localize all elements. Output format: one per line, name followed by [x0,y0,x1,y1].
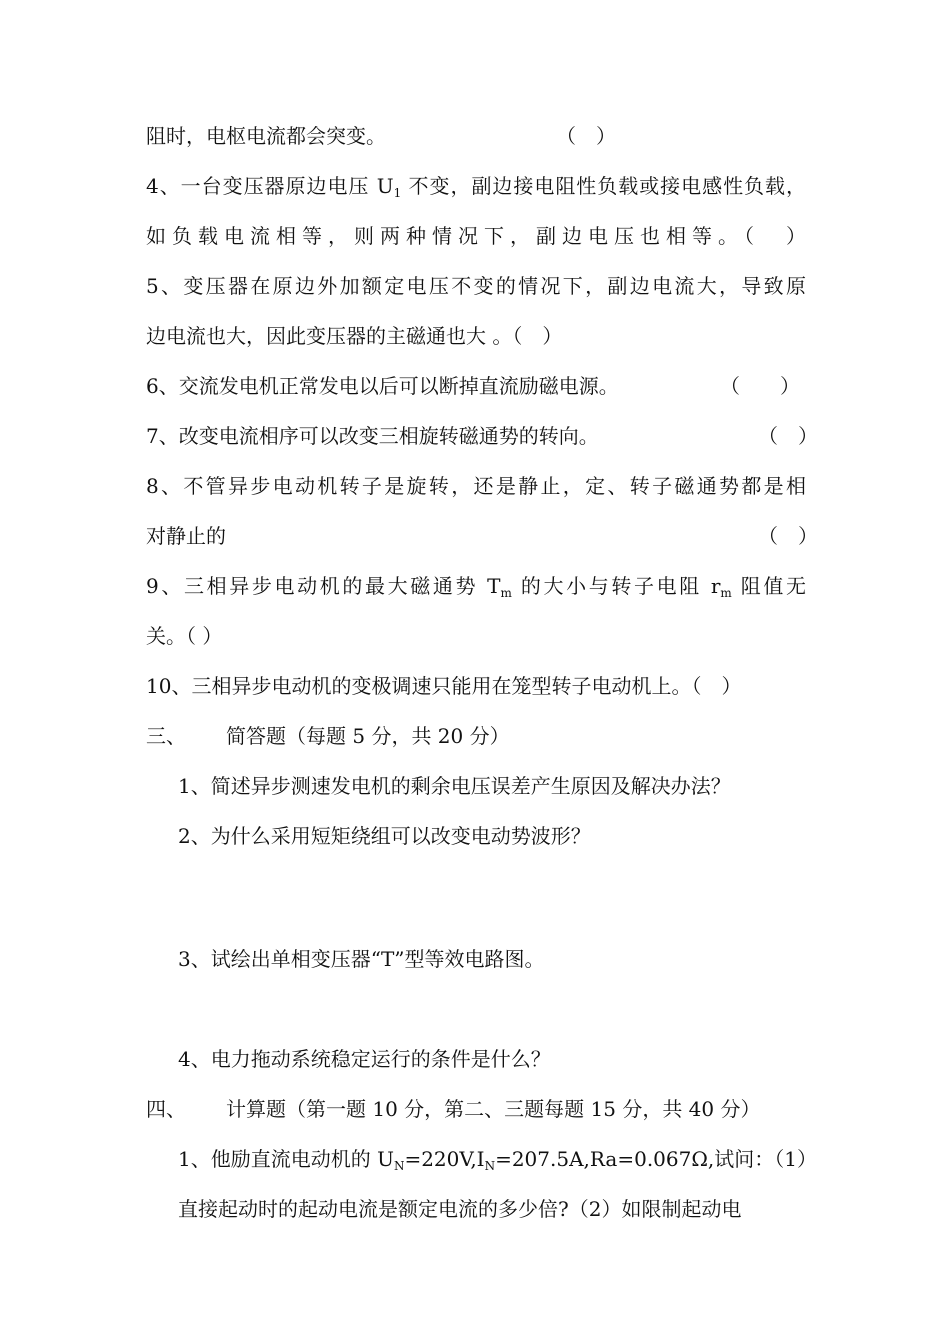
question-4-line-1: 4、一台变压器原边电压 $U_1$ 不变，副边接电阻性负载或接电感性负载， [146,174,807,200]
question-5-line-2: 边电流也大，因此变压器的主磁通也大 。（ ） [146,324,563,348]
question-5-line-1: 5、变压器在原边外加额定电压不变的情况下，副边电流大，导致原 [146,274,806,298]
answer-blank: （ ） [720,374,800,398]
question-3-continuation: 阻时，电枢电流都会突变。 [146,124,386,148]
section-4-heading [146,1096,761,1122]
question-10: 10、三相异步电动机的变极调速只能用在笼型转子电动机上。（ ） [146,674,742,698]
section-title: 简答题（每题 5 分，共 20 分） [226,724,510,748]
section-title: 计算题（第一题 10 分，第二、三题每题 15 分，共 40 分） [226,1097,761,1121]
calc-question-1-line-1: 1、他励直流电动机的 $U_N=220V,I_N=207.5A,Ra=0.067\Omega$,试问：（1） [178,1147,818,1173]
section-number: 三、 [146,724,186,748]
question-8-line-2: 对静止的 [146,524,226,548]
question-7: 7、改变电流相序可以改变三相旋转磁通势的转向。 [146,424,599,448]
answer-blank: （ ） [758,424,818,448]
answer-blank: （ ） [556,124,616,148]
short-answer-1: 1、简述异步测速发电机的剩余电压误差产生原因及解决办法？ [178,774,731,798]
answer-blank: （ ） [758,524,818,548]
short-answer-2: 2、为什么采用短矩绕组可以改变电动势波形？ [178,824,591,848]
short-answer-4: 4、电力拖动系统稳定运行的条件是什么？ [178,1047,551,1071]
question-4-line-2: 如负载电流相等，则两种情况下，副边电压也相等。（ ） [146,224,806,248]
section-number: 四、 [146,1097,186,1121]
question-9-line-1: 9、三相异步电动机的最大磁通势 $T_m$ 的大小与转子电阻 $r_m$ 阻值无 [146,574,807,600]
question-8-line-1: 8、不管异步电动机转子是旋转，还是静止，定、转子磁通势都是相 [146,474,806,498]
section-3-heading [146,723,510,749]
short-answer-3: 3、试绘出单相变压器“T”型等效电路图。 [178,947,545,971]
question-9-line-2: 关。（ ） [146,624,223,648]
question-6: 6、交流发电机正常发电以后可以断掉直流励磁电源。 [146,374,619,398]
calc-question-1-line-2: 直接起动时的起动电流是额定电流的多少倍?（2）如限制起动电 [178,1197,742,1221]
